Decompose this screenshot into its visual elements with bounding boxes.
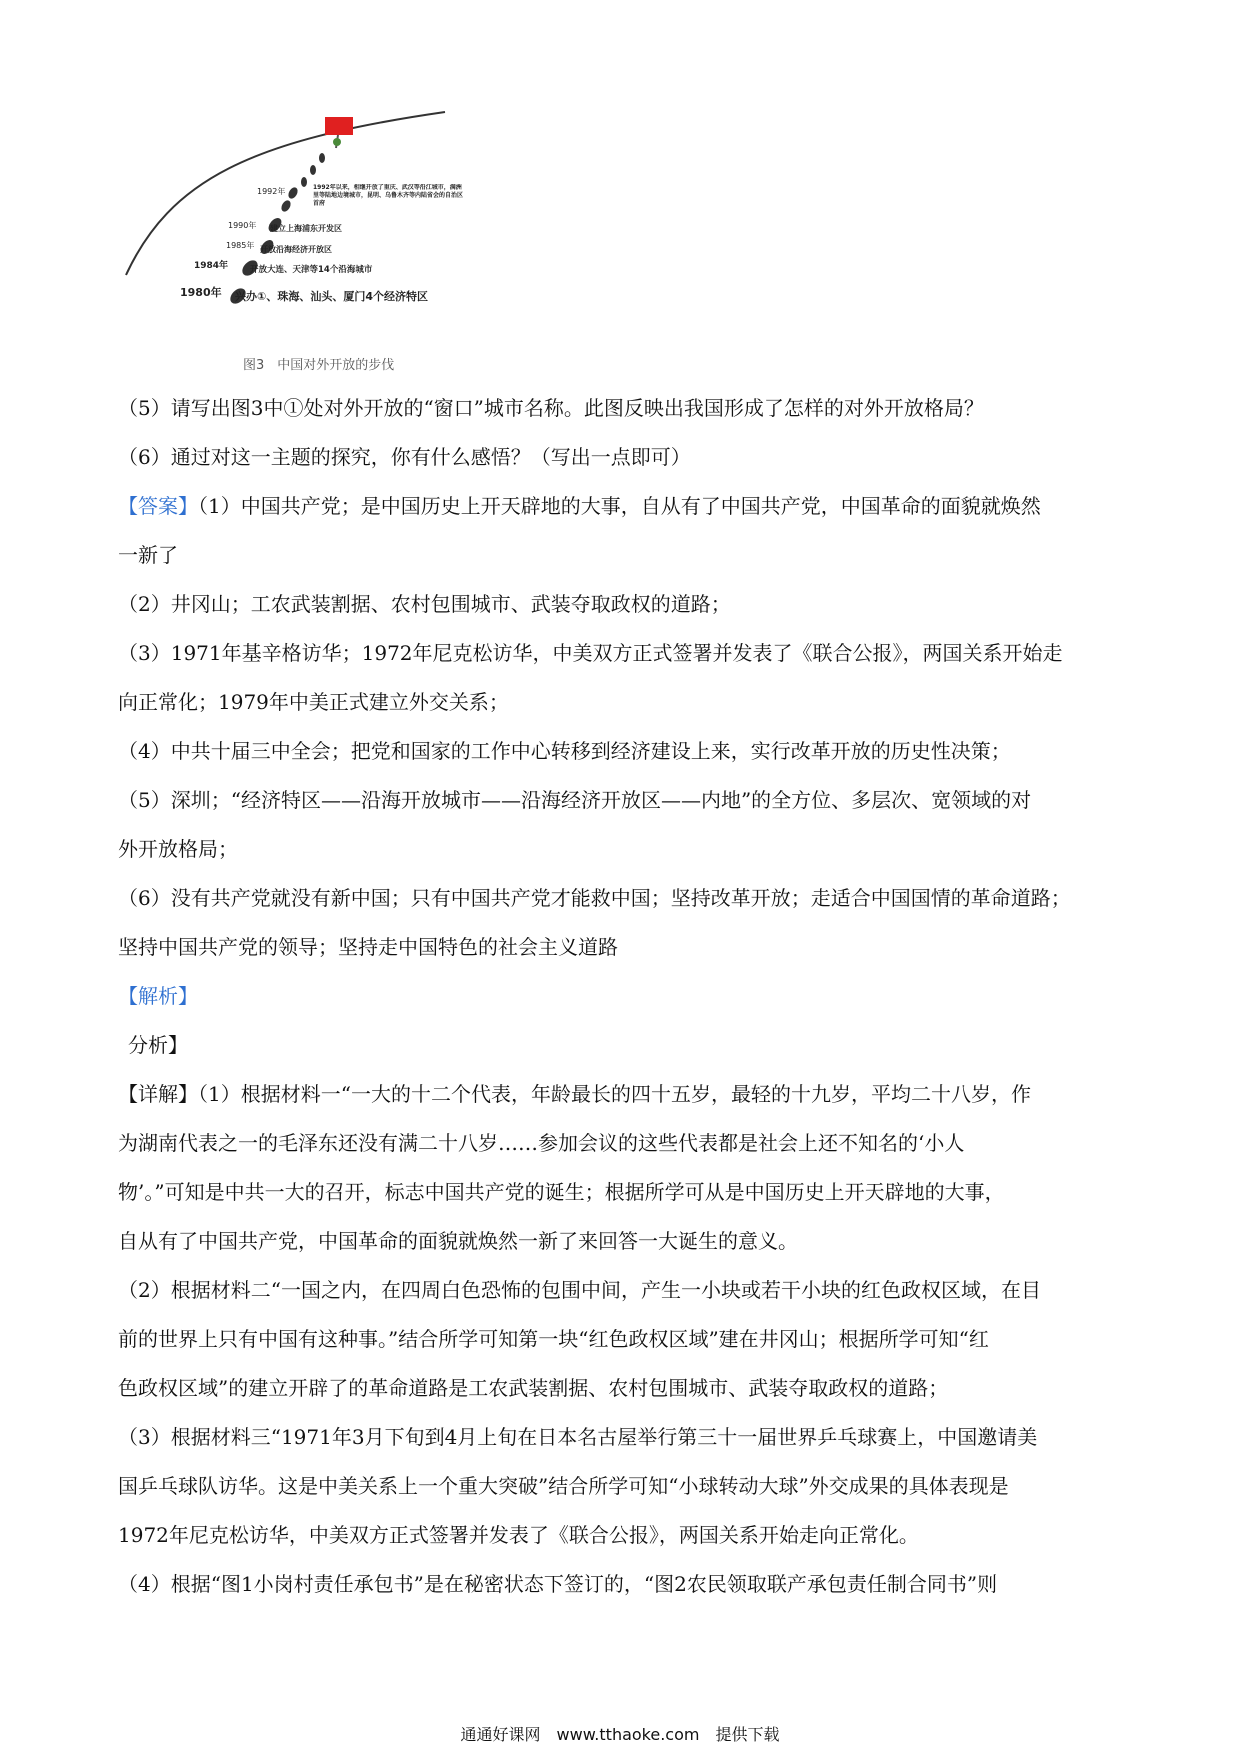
detail-2-line-1: （2）根据材料二“一国之内，在四周白色恐怖的包围中间，产生一小块或若干小块的红色政权区域，在目 bbox=[118, 1278, 1041, 1302]
step-text-1984: 开放大连、天津等14个沿海城市 bbox=[250, 265, 373, 275]
detail-1-line-4: 自从有了中国共产党，中国革命的面貌就焕然一新了来回答一大诞生的意义。 bbox=[118, 1229, 798, 1253]
step-text-1990: 建立上海浦东开发区 bbox=[270, 224, 342, 233]
step-year-1985: 1985年 bbox=[226, 241, 255, 250]
detail-1-line-2: 为湖南代表之一的毛泽东还没有满二十八岁……参加会议的这些代表都是社会上还不知名的‘小人 bbox=[118, 1131, 965, 1155]
analysis-label: 【解析】 bbox=[118, 984, 198, 1008]
flag-icon bbox=[325, 117, 353, 148]
answer-6-line-1: （6）没有共产党就没有新中国；只有中国共产党才能救中国；坚持改革开放；走适合中国国情的革命道路； bbox=[118, 886, 1071, 910]
detail-3-line-2: 国乒乓球队访华。这是中美关系上一个重大突破”结合所学可知“小球转动大球”外交成果的具体表现是 bbox=[118, 1474, 1009, 1498]
detail-1-line-1 bbox=[118, 1080, 1128, 1108]
detail-4-line-1: （4）根据“图1小岗村责任承包书”是在秘密状态下签订的，“图2农民领取联产承包责任制合同书”则 bbox=[118, 1572, 998, 1596]
detail-1-text: （1）根据材料一“一大的十二个代表，年龄最长的四十五岁，最轻的十九岁，平均二十八岁，作 bbox=[198, 1082, 1031, 1106]
step-year-1984: 1984年 bbox=[194, 261, 229, 271]
figure-caption: 图3 中国对外开放的步伐 bbox=[243, 358, 395, 373]
page-footer: 通通好课网 www.tthaoke.com 提供下载 bbox=[460, 1725, 780, 1744]
step-year-1990: 1990年 bbox=[228, 221, 257, 230]
answer-1-line-2: 一新了 bbox=[118, 543, 178, 567]
answer-1-text: （1）中国共产党；是中国历史上开天辟地的大事，自从有了中国共产党，中国革命的面貌就焕然 bbox=[198, 494, 1041, 518]
detail-3-line-3: 1972年尼克松访华，中美双方正式签署并发表了《联合公报》，两国关系开始走向正常化。 bbox=[118, 1523, 919, 1547]
detail-2-line-2: 前的世界上只有中国有这种事。”结合所学可知第一块“红色政权区域”建在井冈山；根据所学可知“红 bbox=[118, 1327, 989, 1351]
answer-label: 【答案】 bbox=[118, 494, 198, 518]
answer-5-line-2: 外开放格局； bbox=[118, 837, 238, 861]
detail-label: 【详解】 bbox=[118, 1082, 198, 1106]
answer-4: （4）中共十届三中全会；把党和国家的工作中心转移到经济建设上来，实行改革开放的历史性决策； bbox=[118, 739, 1011, 763]
detail-1-line-3: 物’。”可知是中共一大的召开，标志中国共产党的诞生；根据所学可从是中国历史上开天辟地的大事， bbox=[118, 1180, 1005, 1204]
step-text-1985: 开放沿海经济开放区 bbox=[260, 245, 332, 254]
answer-2: （2）井冈山；工农武装割据、农村包围城市、武装夺取政权的道路； bbox=[118, 592, 731, 616]
answer-6-line-2: 坚持中国共产党的领导；坚持走中国特色的社会主义道路 bbox=[118, 935, 618, 959]
question-5: （5）请写出图3中①处对外开放的“窗口”城市名称。此图反映出我国形成了怎样的对外开放格局？ bbox=[118, 396, 984, 420]
step-text-1992: 1992年以来，相继开放了重庆、武汉等沿江城市，满洲里等陆地边境城市，昆明、乌鲁木齐等内陆省会的自治区首府 bbox=[313, 184, 463, 207]
opening-up-steps-figure bbox=[100, 100, 540, 390]
question-6: （6）通过对这一主题的探究，你有什么感悟？（写出一点即可） bbox=[118, 445, 691, 469]
analysis-sub: 分析】 bbox=[128, 1033, 188, 1057]
answer-1-line-1 bbox=[118, 492, 1128, 520]
detail-3-line-1: （3）根据材料三“1971年3月下旬到4月上旬在日本名古屋举行第三十一届世界乒乓球赛上，中国邀请美 bbox=[118, 1425, 1038, 1449]
answer-5-line-1: （5）深圳；“经济特区——沿海开放城市——沿海经济开放区——内地”的全方位、多层次、宽领域的对 bbox=[118, 788, 1032, 812]
step-year-1992: 1992年 bbox=[257, 187, 286, 196]
answer-3-line-2: 向正常化；1979年中美正式建立外交关系； bbox=[118, 690, 509, 714]
detail-2-line-3: 色政权区域”的建立开辟了的革命道路是工农武装割据、农村包围城市、武装夺取政权的道路； bbox=[118, 1376, 949, 1400]
step-year-1980: 1980年 bbox=[180, 286, 222, 299]
answer-3-line-1: （3）1971年基辛格访华；1972年尼克松访华，中美双方正式签署并发表了《联合公报》，两国关系开始走 bbox=[118, 641, 1063, 665]
step-text-1980: 兴办①、珠海、汕头、厦门4个经济特区 bbox=[235, 290, 428, 303]
